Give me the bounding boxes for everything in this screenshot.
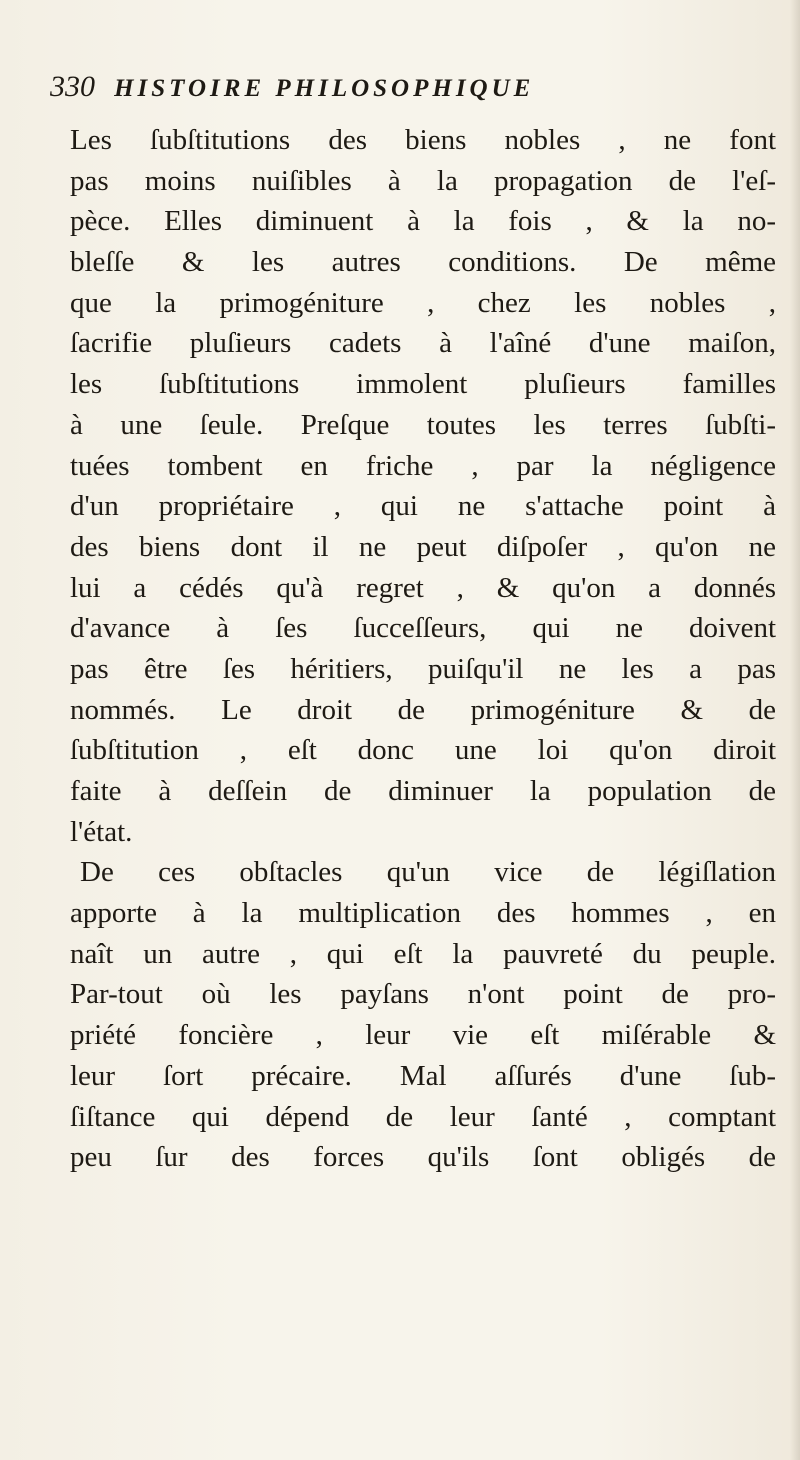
text-line: pas être ſes héritiers, puiſqu'il ne les a pas — [70, 652, 776, 685]
text-line: que la primogéniture , chez les nobles , — [70, 286, 776, 319]
text-line: Les ſubſtitutions des biens nobles , ne font — [70, 124, 776, 156]
text-line: tuées tombent en friche , par la négligence — [70, 449, 776, 482]
text-line: ſubſtitution , eſt donc une loi qu'on diroit — [70, 734, 776, 767]
body-text — [70, 120, 776, 1178]
paragraph-1 — [70, 120, 776, 852]
text-line: De ces obſtacles qu'un vice de légiſlation — [80, 856, 776, 889]
paragraph-2 — [70, 852, 776, 1178]
text-line: ſacrifie pluſieurs cadets à l'aîné d'une maiſon, — [70, 327, 776, 360]
text-line: leur ſort précaire. Mal aſſurés d'une ſub- — [70, 1059, 776, 1092]
page-edge-shadow — [790, 0, 800, 1460]
text-line: bleſſe & les autres conditions. De même — [70, 246, 776, 279]
text-line: pas moins nuiſibles à la propagation de l'eſ- — [70, 164, 776, 197]
text-line: nommés. Le droit de primogéniture & de — [70, 693, 776, 726]
text-line: apporte à la multiplication des hommes , en — [70, 897, 776, 930]
text-line: d'avance à ſes ſucceſſeurs, qui ne doivent — [70, 612, 776, 645]
running-header — [50, 70, 770, 114]
text-line: priété foncière , leur vie eſt miſérable & — [70, 1019, 776, 1052]
text-line: lui a cédés qu'à regret , & qu'on a donnés — [70, 571, 776, 604]
running-title: HISTOIRE PHILOSOPHIQUE — [114, 75, 535, 102]
text-line: ſiſtance qui dépend de leur ſanté , comptant — [70, 1100, 776, 1133]
text-line: les ſubſtitutions immolent pluſieurs familles — [70, 368, 776, 401]
text-line: d'un propriétaire , qui ne s'attache point à — [70, 490, 776, 523]
text-line: faite à deſſein de diminuer la population de — [70, 775, 776, 807]
page-number: 330 — [50, 70, 95, 103]
text-line: naît un autre , qui eſt la pauvreté du peuple. — [70, 937, 776, 970]
text-line: Par-tout où les payſans n'ont point de pro- — [70, 978, 776, 1011]
text-line: peu ſur des forces qu'ils ſont obligés de — [70, 1141, 776, 1174]
text-line: pèce. Elles diminuent à la fois , & la no- — [70, 205, 776, 238]
text-line: à une ſeule. Preſque toutes les terres ſubſti- — [70, 408, 776, 441]
text-line: l'état. — [70, 815, 133, 848]
text-line: des biens dont il ne peut diſpoſer , qu'on ne — [70, 530, 776, 563]
